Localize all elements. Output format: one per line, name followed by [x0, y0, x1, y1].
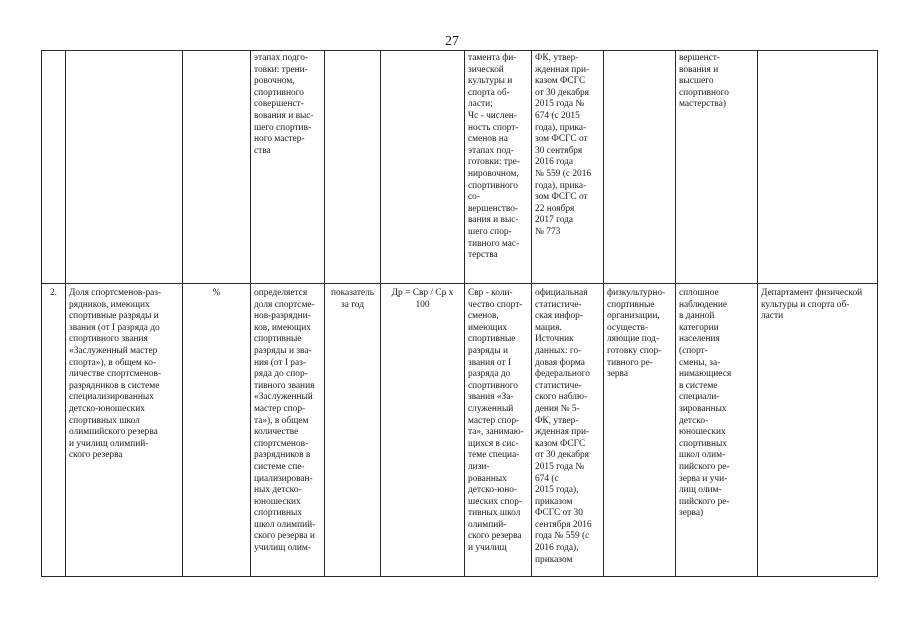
table-row-indicator-2 — [42, 284, 878, 577]
table-cell-variables: Свр - коли- чество спорт- сменов, имеющих спортивные разряды и звания от I разряда до спортивного звания «За- служенный мастер спор- та», занимаю- щихся в сис- теме специа- лизи- рованных детско-юно- шеских спор- тивных школ олимпий- ского резерва и училищ — [465, 284, 532, 577]
table-cell-data-source: официальная статистиче- ская инфор- мация. Источник данных: го- довая форма федерального статистиче- ского наблю- дения № 5- ФК, утвер- жденная при- казом ФСГС от 30 декабря 2015 года № 674 (с 2015 года), приказом ФСГС от 30 сентября 2016 года № 559 (с 2016 года), приказом — [532, 284, 604, 577]
table-cell-variables: тамента фи- зической культуры и спорта об- ласти; Чс - числен- ность спорт- сменов на этапах под- готовки: тре- нировочном, спортивного со- вершенство- вания и выс- шего спор- тивного мас- терства — [465, 51, 532, 284]
table-cell-formula: Др = Свр / Ср х 100 — [381, 284, 465, 577]
table-cell-respondents — [604, 51, 676, 284]
page-number: 27 — [445, 34, 459, 49]
table-cell-responsible: Департамент физической культуры и спорта об- ласти — [758, 284, 878, 577]
table-cell-period — [325, 51, 381, 284]
table-cell-unit — [183, 51, 251, 284]
table-cell-number — [42, 51, 66, 284]
table-cell-indicator: Доля спортсменов-раз- рядников, имеющих спортивные разряды и звания (от I разряда до спортивного звания «Заслуженный мастер спорта»), в общем ко- личестве спортсменов- разрядников в системе специализированных детско-юношеских спортивных школ олимпийского резерва и училищ олимпий- ского резерва — [66, 284, 183, 577]
table-cell-indicator — [66, 51, 183, 284]
table-cell-definition: этапах подго- товки: трени- ровочном, спортивного совершенст- вования и выс- шего спортив- ного мастер- ства — [251, 51, 325, 284]
table-cell-period: показатель за год — [325, 284, 381, 577]
table-cell-definition: определяется доля спортсме- нов-разрядни- ков, имеющих спортивные разряды и зва- ния (от I раз- ряда до спор- тивного звания «Заслуженный мастер спор- та»), в общем количестве спортсменов- разрядников в системе спе- циализирован- ных детско- юношеских спортивных школ олимпий- ского резерва и училищ олим- — [251, 284, 325, 577]
table-cell-data-source: ФК, утвер- жденная при- казом ФСГС от 30 декабря 2015 года № 674 (с 2015 года), прика- зом ФСГС от 30 сентября 2016 года № 559 (с 2016 года), прика- зом ФСГС от 22 ноября 2017 года № 773 — [532, 51, 604, 284]
table-cell-observation-method: сплошное наблюдение в данной категории населения (спорт- смены, за- нимающиеся в системе специали- зированных детско- юношеских спортивных школ олим- пийского ре- зерва и учи- лищ олим- пийского ре- зерва) — [676, 284, 758, 577]
table-cell-formula — [381, 51, 465, 284]
table-cell-respondents: физкультурно- спортивные организации, осуществ- ляющие под- готовку спор- тивного ре- зерва — [604, 284, 676, 577]
table-row-continued — [42, 51, 878, 284]
table-cell-number: 2. — [42, 284, 66, 577]
table-cell-responsible — [758, 51, 878, 284]
table-cell-unit: % — [183, 284, 251, 577]
table-cell-observation-method: вершенст- вования и высшего спортивного мастерства) — [676, 51, 758, 284]
indicators-table — [41, 50, 878, 577]
